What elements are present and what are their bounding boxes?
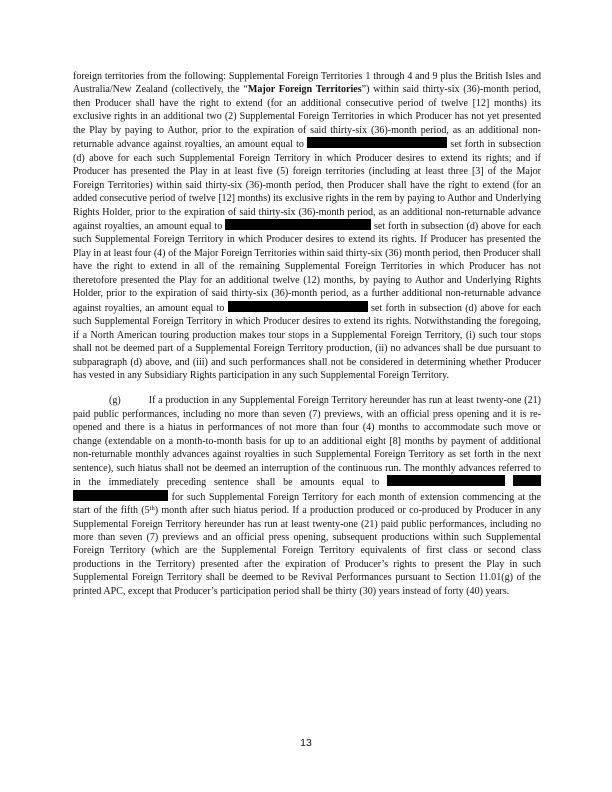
text-run: ) month after such hiatus period. If a production produced or co-produced by Producer in any Supplemental Foreign Territory hereunder has run at least twenty-one (21) paid public performances, including no more than seven (7) previews and an official press opening, subsequent productions within such Supplemental Foreign Territory (which are the Supplemental Foreign Territory equivalents of first class or second class productions in the Territory) presented after the expiration of Producer’s rights to present the Play in such Supplemental Foreign Territory shall be deemed to be Revival Performances pursuant to Section 11.01(g) of the printed APC, except that Producer’s participation period shall be thirty (30) years instead of forty (40) years.: [73, 505, 542, 597]
paragraph-g: [73, 394, 541, 598]
redaction-block: [73, 490, 168, 501]
redaction-block: [513, 475, 541, 486]
text-run: set forth in subsection (d) above for each such Supplemental Foreign Territory in which Producer desires to extend its rights. If Producer has presented the Play in at least four (4) of the Major Foreign Territories within said thirty-six (36) month period, then Producer shall have the right to extend in all of the remaining Supplemental Foreign Territories in which Producer has not theretofore presented the Play for an additional twelve (12) months, by paying to Author and Underlying Rights Holder, prior to the expiration of said thirty-six (36)-month period, as a further additional non-returnable advance against royalties, an amount equal to: [73, 220, 541, 314]
page-number: 13: [300, 737, 312, 749]
text-run: foreign territories from the following: Supplemental Foreign Territories 1 through 4 and 9 plus the British Isles and Australia/New Zealand (collectively, the “: [73, 71, 541, 96]
redaction-block: [228, 301, 368, 312]
document-page: [73, 70, 541, 598]
redaction-block: [225, 219, 371, 230]
text-run: If a production in any Supplemental Foreign Territory hereunder has run at least twenty-one (21) paid public performances, including no more than seven (7) previews, with an official press opening and it is re-opened and there is a hiatus in performances of not more than four (4) months to accommodate such move or change (extendable on a month-to-month basis for up to an additional eight [8] months by payment of additional non-returnable monthly advances against royalties in such Supplemental Foreign Territory as set forth in the next sentence), such hiatus shall not be deemed an interruption of the continuous run. The monthly advances referred to in the immediately preceding sentence shall be amounts equal to: [73, 395, 541, 489]
text-run: for such Supplemental Foreign Territory for each month of extension commencing at the start of the fifth (5: [73, 491, 541, 517]
text-run: set forth in subsection (d) above for each such Supplemental Foreign Territory in which Producer desires to extend its rights; and if Producer has presented the Play in at least five (5) foreign territories (including at least three [3] of the Major Foreign Territories) within said thirty-six (36)-month period, then Producer shall have the right to extend (for an added consecutive period of twelve [12] months) its exclusive rights in the rem by paying to Author and Underlying Rights Holder, prior to the expiration of said thirty-six (36)-month period, as an additional non-returnable advance against royalties, an amount equal to: [73, 139, 542, 232]
defined-term-major-foreign-territories: Major Foreign Territories: [247, 84, 362, 96]
superscript-ordinal: th: [149, 505, 155, 513]
paragraph-label: (g): [109, 395, 121, 407]
text-run: ”) within said thirty-six (36)-month period, then Producer shall have the right to extend (for an additional consecutive period of twelve [12] months) its exclusive rights in an additional two (2) Supplemental Foreign Territories in which Producer has not yet presented the Play by paying to Author, prior to the expiration of said thirty-six (36)-month period, as an additional non-returnable advance against royalties, an amount equal to: [73, 84, 542, 151]
redaction-block: [307, 137, 447, 148]
redaction-block: [387, 475, 505, 486]
text-run: set forth in subsection (d) above for each such Supplemental Foreign Territory in which Producer desires to extend its rights. Notwithstanding the foregoing, if a North American touring production makes tour stops in a Supplemental Foreign Territory, (i) such tour stops shall not be deemed part of a Supplemental Foreign Territory production, (ii) no advances shall be due pursuant to subparagraph (d) above, and (iii) and such performances shall not be considered in determining whether Producer has vested in any Subsidiary Rights participation in any such Supplemental Foreign Territory.: [73, 302, 541, 381]
paragraph-f-continued: [73, 70, 541, 382]
